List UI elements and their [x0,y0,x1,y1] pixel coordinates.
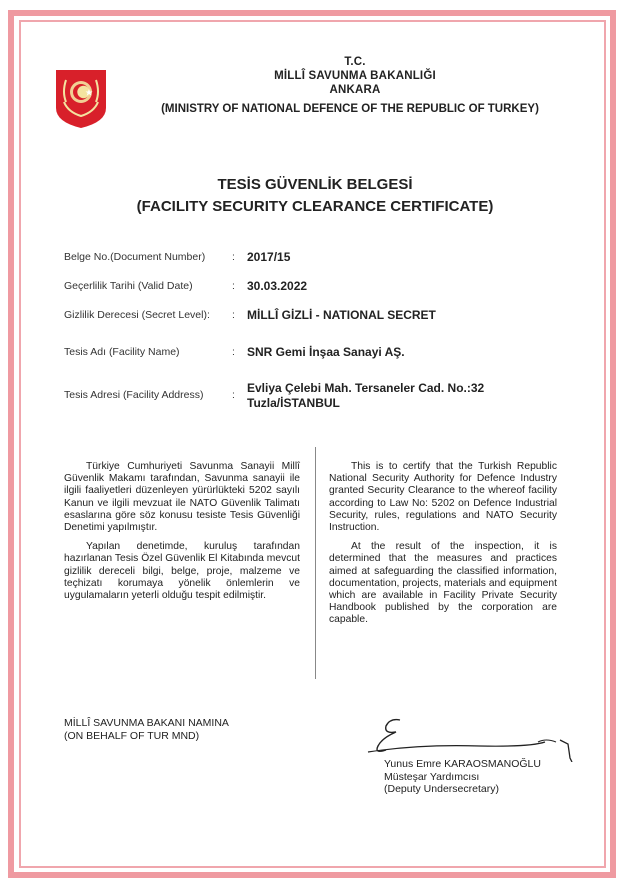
header-city: ANKARA [329,84,381,96]
field-colon: : [232,389,235,401]
field-colon: : [232,309,235,321]
column-divider [315,447,316,679]
behalf-en: (ON BEHALF OF TUR MND) [64,729,200,742]
header-ministry: MİLLÎ SAVUNMA BAKANLIĞI [274,70,436,82]
field-label-document-number: Belge No.(Document Number) [64,251,206,263]
certificate-title-en: (FACILITY SECURITY CLEARANCE CERTIFICATE) [136,198,494,215]
field-value-address-line2: Tuzla/İSTANBUL [247,396,340,410]
signer-title-en: (Deputy Undersecretary) [384,783,499,795]
field-value-document-number: 2017/15 [247,250,291,264]
statement-en-paragraph-2: At the result of the inspection, it is determined that the measures and practices aimed at safeguarding the classified information, documentation, projects, materials and equipment which are available in Facility Private Security Handbook published by the corporation are capable. [329,541,557,626]
field-label-facility-address: Tesis Adresi (Facility Address) [64,389,204,401]
field-label-facility-name: Tesis Adı (Facility Name) [64,346,180,358]
statement-en-paragraph-1: This is to certify that the Turkish Republic National Security Authority for Defence Industry granted Security Clearance to the whereof facility according to Law No: 5202 on Defence Industrial Security, rules, regulations and NATO Security Instruction. [329,461,557,534]
statement-tr-paragraph-1: Türkiye Cumhuriyeti Savunma Sanayii Millî Güvenlik Makamı tarafından, Savunma sanayii ile ilgili faaliyetleri düzenleyen yürürlükteki 5202 sayılı Kanun ve ilgili mevzuat ile NATO Güvenlik Talimatı esaslarına göre söz konusu tesiste Tesis Güvenliği Denetimi yapılmıştır. [64,461,300,534]
signer-name: Yunus Emre KARAOSMANOĞLU [384,758,541,770]
field-colon: : [232,346,235,358]
field-colon: : [232,251,235,263]
statement-tr-paragraph-2: Yapılan denetimde, kuruluş tarafından hazırlanan Tesis Özel Güvenlik El Kitabında mevcut gizlilik dereceli bilgi, belge, proje, malzeme ve teçhizatı korumaya yönelik önlemlerin ve uygulamaların yeterli olduğu tespit edilmiştir. [64,541,300,602]
statement-english [329,461,557,634]
field-label-valid-date: Geçerlilik Tarihi (Valid Date) [64,280,193,292]
signer-block [384,758,541,796]
field-colon: : [232,280,235,292]
field-value-valid-date: 30.03.2022 [247,279,308,293]
behalf-tr: MİLLÎ SAVUNMA BAKANI NAMINA [64,717,229,729]
field-label-secret-level: Gizlilik Derecesi (Secret Level): [64,309,210,321]
signer-title-tr: Müsteşar Yardımcısı [384,770,480,783]
behalf-block [64,717,229,742]
header-ministry-en: (MINISTRY OF NATIONAL DEFENCE OF THE REPUBLIC OF TURKEY) [161,103,539,115]
field-value-facility-name: SNR Gemi İnşaa Sanayi AŞ. [247,345,405,359]
field-value-address-line1: Evliya Çelebi Mah. Tersaneler Cad. No.:32 [247,381,485,395]
statement-turkish [64,461,300,609]
ministry-emblem-icon [54,68,108,130]
signature-icon [360,712,600,762]
certificate-title-tr: TESİS GÜVENLİK BELGESİ [217,176,413,193]
field-value-secret-level: MİLLÎ GİZLİ - NATIONAL SECRET [247,308,436,322]
header-tc: T.C. [344,56,366,68]
